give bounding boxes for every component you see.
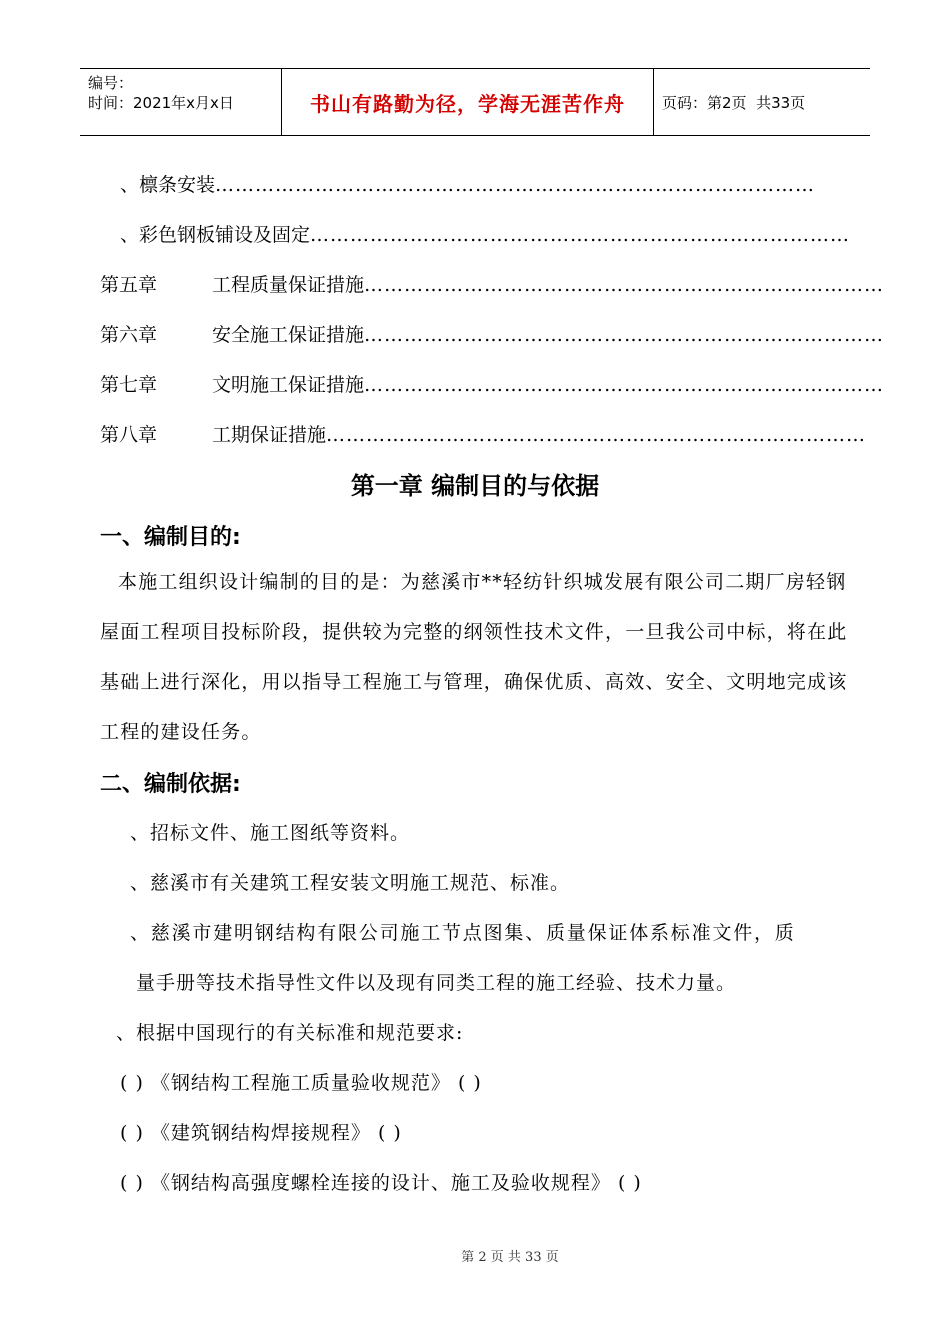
basis-item: 、招标文件、施工图纸等资料。 [130,822,411,844]
header-meta [80,69,282,135]
standard-item: ( ) 《钢结构工程施工质量验收规范》 ( ) [120,1072,482,1094]
toc-chapter: 第六章 [100,324,158,346]
toc-title: 工期保证措施 [212,424,327,446]
basis-item: 、根据中国现行的有关标准和规范要求: [116,1022,464,1044]
standard-item: ( ) 《钢结构高强度螺栓连接的设计、施工及验收规程》 ( ) [120,1172,642,1194]
toc-dots: ……………………………………………………………………… [326,424,867,446]
toc-title: 文明施工保证措施 [212,374,365,396]
section-title: 二、编制依据: [100,772,241,797]
toc-dots: …………………………………………………………………… [364,324,885,346]
toc-dots: ……………………………………………………………………… [310,224,851,246]
time-label: 时间：2021年x月x日 [88,94,234,112]
section-title: 一、编制目的: [100,525,241,550]
page-info: 页码：第2页 共33页 [662,93,806,112]
section-body [100,557,852,757]
toc-chapter: 第五章 [100,274,158,296]
page-header [80,68,870,136]
toc-line [0,270,950,300]
toc-dots: …………………………………………………………………… [364,274,885,296]
toc-chapter: 第七章 [100,374,158,396]
basis-item: 、慈溪市有关建筑工程安装文明施工规范、标准。 [130,872,571,894]
toc-title: 、檩条安装 [120,174,216,196]
section-body-text: 本施工组织设计编制的目的是：为慈溪市**轻纺针织城发展有限公司二期厂房轻钢屋面工程项目投标阶段，提供较为完整的纲领性技术文件，一旦我公司中标，将在此基础上进行深化，用以指导工程施工与管理，确保优质、高效、安全、文明地完成该工程的建设任务。 [100,571,848,743]
header-motto: 书山有路勤为径，学海无涯苦作舟 [282,69,654,135]
header-page-info [654,69,870,135]
toc-dots: ……………………………………………………………………………… [215,174,816,196]
toc-title: 工程质量保证措施 [212,274,365,296]
toc-line [0,320,950,350]
toc-line [0,370,950,400]
page-footer: 第 2 页 共 33 页 [461,1250,559,1265]
basis-item: 、慈溪市建明钢结构有限公司施工节点图集、质量保证体系标准文件，质 [130,922,796,944]
toc-title: 安全施工保证措施 [212,324,365,346]
basis-item: 量手册等技术指导性文件以及现有同类工程的施工经验、技术力量。 [136,972,737,994]
chapter-title: 第一章 编制目的与依据 [350,472,600,500]
toc-chapter: 第八章 [100,424,158,446]
toc-line [0,420,950,450]
toc-line [0,170,950,200]
toc-line [0,220,950,250]
standard-item: ( ) 《建筑钢结构焊接规程》 ( ) [120,1122,402,1144]
toc-title: 、彩色钢板铺设及固定 [120,224,311,246]
toc-dots: …………………………………………………………………… [364,374,885,396]
number-label: 编号： [88,74,134,92]
